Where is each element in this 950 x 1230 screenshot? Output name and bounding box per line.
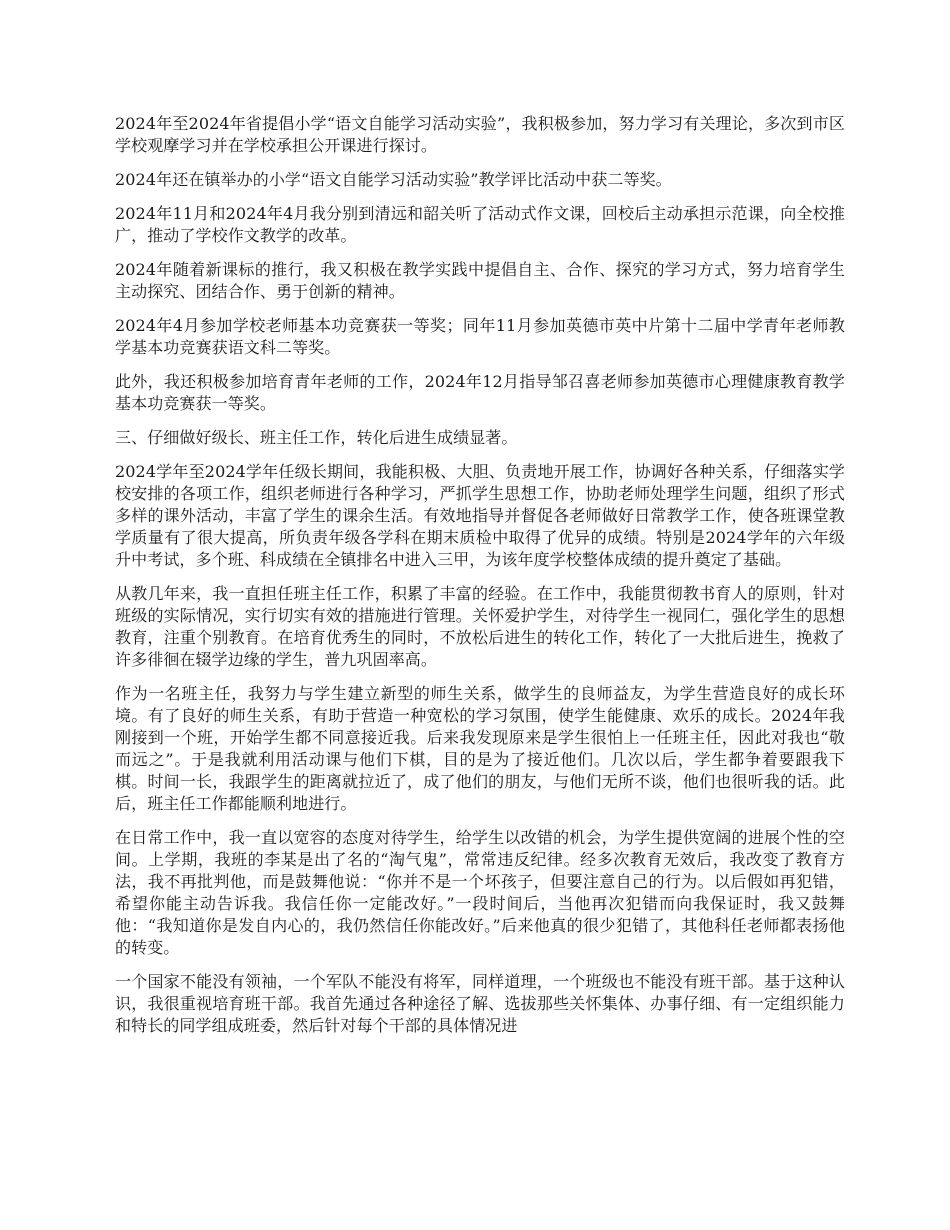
paragraph-8: 2024学年至2024学年任级长期间，我能积极、大胆、负责地开展工作，协调好各种关系，仔细落实学校安排的各项工作，组织老师进行各种学习，严抓学生思想工作，协助老师处理学生问题，组织了形式多样的课外活动，丰富了学生的课余生活。有效地指导并督促各老师做好日常教学工作，使各班课堂教学质量有了很大提高，所负责年级各学科在期末质检中取得了优异的成绩。特别是2024学年的六年级升中考试，多个班、科成绩在全镇排名中进入三甲，为该年度学校整体成绩的提升奠定了基础。: [115, 462, 845, 569]
paragraph-2: 2024年还在镇举办的小学“语文自能学习活动实验”教学评比活动中获二等奖。: [115, 170, 672, 189]
paragraph-5: 2024年4月参加学校老师基本功竞赛获一等奖；同年11月参加英德市英中片第十二届中学青年老师教学基本功竞赛获语文科二等奖。: [115, 316, 845, 357]
document-body: [115, 113, 845, 1049]
paragraph-10: 作为一名班主任，我努力与学生建立新型的师生关系，做学生的良师益友，为学生营造良好的成长环境。有了良好的师生关系，有助于营造一种宽松的学习氛围，使学生能健康、欢乐的成长。2024年我刚接到一个班，开始学生都不同意接近我。后来我发现原来是学生很怕上一任班主任，因此对我也“敬而远之”。于是我就利用活动课与他们下棋，目的是为了接近他们。几次以后，学生都争着要跟我下棋。时间一长，我跟学生的距离就拉近了，成了他们的朋友，与他们无所不谈，他们也很听我的话。此后，班主任工作都能顺利地进行。: [115, 684, 845, 813]
paragraph-9: 从教几年来，我一直担任班主任工作，积累了丰富的经验。在工作中，我能贯彻教书育人的原则，针对班级的实际情况，实行切实有效的措施进行管理。关怀爱护学生，对待学生一视同仁，强化学生的思想教育，注重个别教育。在培育优秀生的同时，不放松后进生的转化工作，转化了一大批后进生，挽救了许多徘徊在辍学边缘的学生，普九巩固率高。: [115, 584, 845, 669]
paragraph-12: 一个国家不能没有领袖，一个军队不能没有将军，同样道理，一个班级也不能没有班干部。基于这种认识，我很重视培育班干部。我首先通过各种途径了解、选拔那些关怀集体、办事仔细、有一定组织能力和特长的同学组成班委，然后针对每个干部的具体情况进: [115, 972, 845, 1035]
section-heading: 三、仔细做好级长、班主任工作，转化后进生成绩显著。: [115, 428, 518, 447]
paragraph-11: 在日常工作中，我一直以宽容的态度对待学生，给学生以改错的机会，为学生提供宽阔的进展个性的空间。上学期，我班的李某是出了名的“淘气鬼”，常常违反纪律。经多次教育无效后，我改变了教育方法，我不再批判他，而是鼓舞他说：“你并不是一个坏孩子，但要注意自己的行为。以后假如再犯错，希望你能主动告诉我。我信任你一定能改好。”一段时间后，当他再次犯错而向我保证时，我又鼓舞他：“我知道你是发自内心的，我仍然信任你能改好。”后来他真的很少犯错了，其他科任老师都表扬他的转变。: [115, 828, 845, 957]
paragraph-4: 2024年随着新课标的推行，我又积极在教学实践中提倡自主、合作、探究的学习方式，努力培育学生主动探究、团结合作、勇于创新的精神。: [115, 260, 845, 301]
paragraph-1: 2024年至2024年省提倡小学“语文自能学习活动实验”，我积极参加，努力学习有关理论，多次到市区学校观摩学习并在学校承担公开课进行探讨。: [115, 114, 845, 155]
paragraph-6: 此外，我还积极参加培育青年老师的工作，2024年12月指导邹召喜老师参加英德市心理健康教育教学基本功竞赛获一等奖。: [115, 372, 845, 413]
paragraph-3: 2024年11月和2024年4月我分别到清远和韶关听了活动式作文课，回校后主动承担示范课，向全校推广，推动了学校作文教学的改革。: [115, 204, 845, 245]
